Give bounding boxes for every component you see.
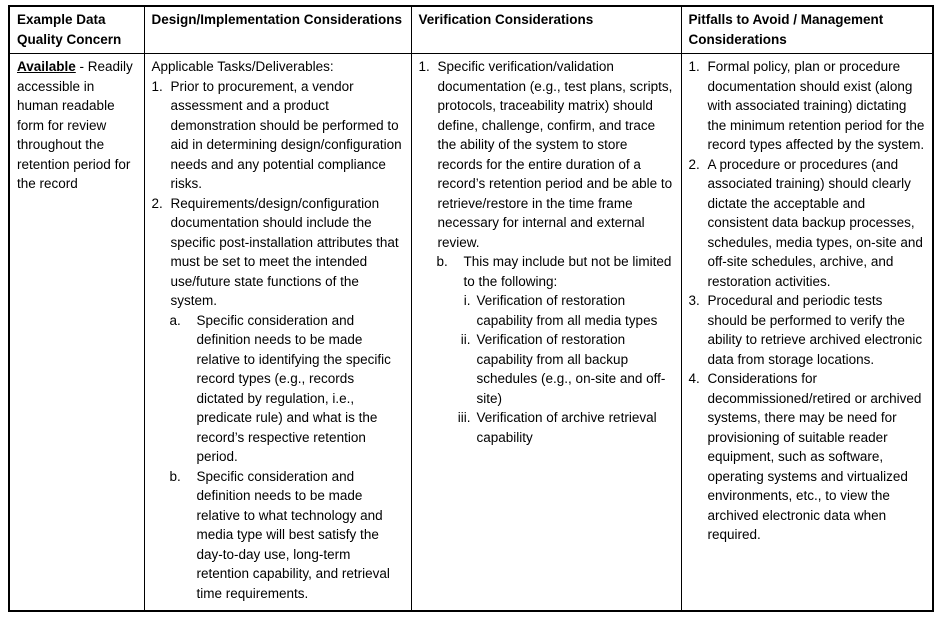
list-item-text: This may include but not be limited to the following: [463, 254, 672, 289]
concern-paragraph [17, 57, 137, 194]
list-item-text: Specific verification/validation documentation (e.g., test plans, scripts, protocols, traceability matrix) should define, challenge, confirm, and trace the ability of the system to store records for the entire duration of a record’s retention period and be able to retrieve/restore in the time frame necessary for internal and external review. [437, 59, 673, 250]
list-item [419, 57, 674, 252]
list-item [689, 155, 926, 292]
list-marker: b. [436, 254, 448, 269]
design-intro: Applicable Tasks/Deliverables: [151, 59, 334, 74]
cell-pitfalls [681, 54, 933, 612]
list-item-text: A procedure or procedures (and associated training) should clearly dictate the acceptable and consistent data backup processes, schedules, media types, on-site and off-site schedules, archive, and restoration activities. [707, 156, 923, 289]
list-marker: iii. [457, 410, 471, 425]
list-item [449, 408, 674, 447]
list-marker: 1. [688, 59, 700, 74]
list-item [449, 291, 674, 330]
list-item [449, 330, 674, 408]
list-item-text: Verification of restoration capability from all backup schedules (e.g., on-site and off-site) [476, 332, 666, 406]
cell-concern [9, 54, 144, 612]
list-item-text: Considerations for decommissioned/retired or archived systems, there may be need for provisioning of suitable reader equipment, such as software, operating systems and virtualized environments, etc., to view the archived electronic data when required. [707, 371, 922, 542]
list-marker: 2. [151, 195, 163, 211]
list-marker: 2. [688, 156, 700, 172]
list-item [152, 194, 404, 311]
header-cell-concern: Example Data Quality Concern [9, 6, 144, 54]
concern-description: - Readily accessible in human readable form for review throughout the retention period for the record [17, 59, 133, 191]
list-item [689, 291, 926, 369]
cell-verification [411, 54, 681, 612]
list-item [170, 467, 404, 604]
table-body-row [9, 54, 933, 612]
cell-design [144, 54, 411, 612]
concern-term: Available [17, 59, 76, 74]
list-item-text: Procedural and periodic tests should be performed to verify the ability to retrieve archived electronic data from storage locations. [707, 293, 923, 367]
list-item [152, 77, 404, 194]
header-cell-pitfalls: Pitfalls to Avoid / Management Considerations [681, 6, 933, 54]
list-marker: ii. [460, 332, 471, 347]
list-item [170, 311, 404, 467]
list-item [689, 369, 926, 545]
list-item [689, 57, 926, 155]
list-marker: 1. [418, 59, 430, 74]
list-item-text: Specific consideration and definition needs to be made relative to what technology and media type will best satisfy the day-to-day use, long-term retention capability, and retrieval time requirements. [196, 468, 390, 601]
list-marker: b. [169, 468, 181, 484]
list-item-text: Formal policy, plan or procedure documentation should exist (along with associated training) dictating the minimum retention period for the record types affected by the system. [707, 59, 925, 152]
list-marker: a. [169, 312, 181, 328]
list-item [437, 252, 674, 291]
data-quality-table [8, 5, 934, 612]
list-marker: 3. [688, 293, 700, 308]
list-item-text: Specific consideration and definition needs to be made relative to identifying the specific record types (e.g., records dictated by regulation, i.e., predicate rule) and what is the record’s respective retention period. [196, 312, 391, 464]
list-marker: i. [463, 293, 471, 308]
header-cell-verification: Verification Considerations [411, 6, 681, 54]
list-item-text: Requirements/design/configuration documentation should include the specific post-installation attributes that must be set to meet the intended use/future state functions of the system. [170, 195, 399, 308]
list-marker: 4. [688, 371, 700, 386]
list-item-text: Verification of restoration capability from all media types [476, 293, 658, 328]
list-item-text: Verification of archive retrieval capability [476, 410, 657, 445]
table-header-row [9, 6, 933, 54]
header-cell-design: Design/Implementation Considerations [144, 6, 411, 54]
list-item-text: Prior to procurement, a vendor assessment and a product demonstration should be performed to aid in determining design/configuration needs and any potential compliance risks. [170, 78, 402, 191]
list-marker: 1. [151, 78, 163, 94]
